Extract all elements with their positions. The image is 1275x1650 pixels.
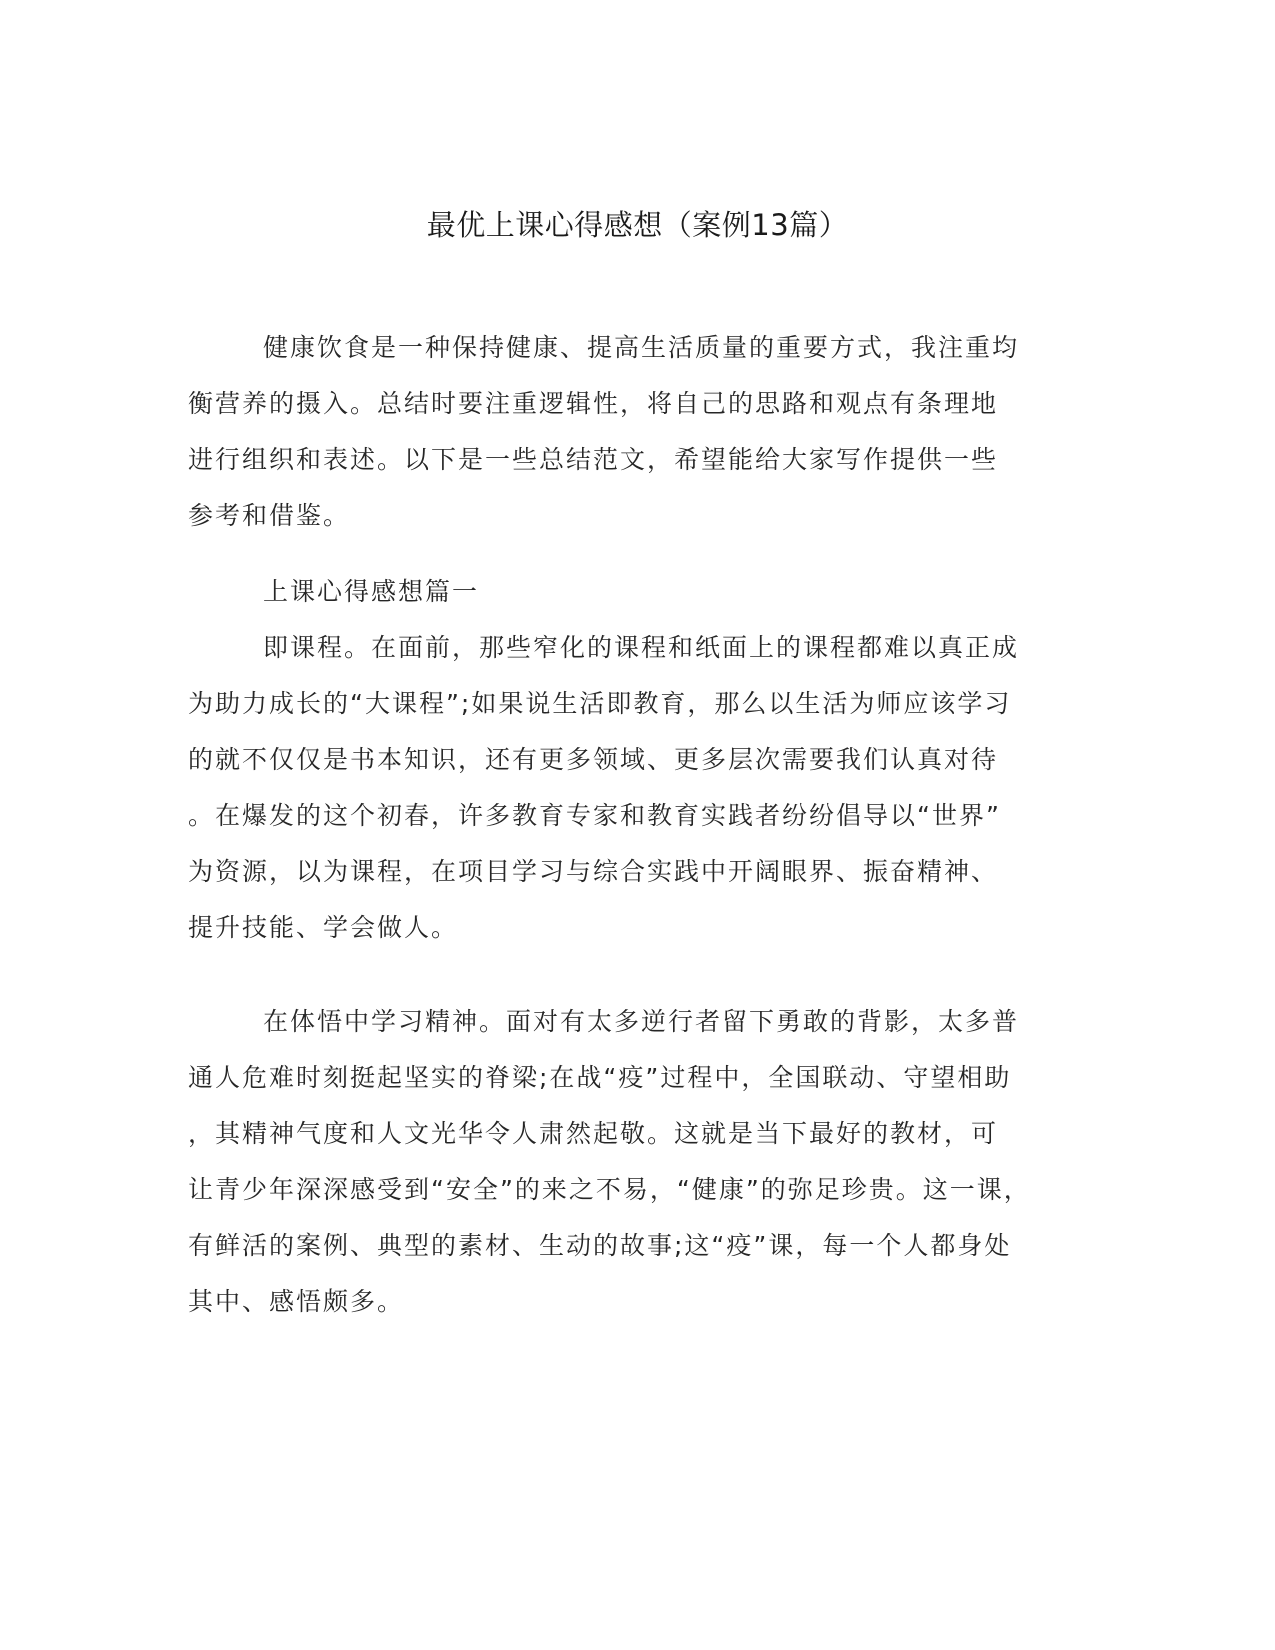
body-paragraph-1 (188, 620, 1068, 956)
paragraph-line: 有鲜活的案例、典型的素材、生动的故事;这“疫”课，每一个人都身处 (188, 1231, 1012, 1260)
intro-paragraph (188, 320, 1068, 544)
paragraph-line: 的就不仅仅是书本知识，还有更多领域、更多层次需要我们认真对待 (188, 745, 999, 774)
section-heading (188, 564, 1068, 620)
intro-line: 健康饮食是一种保持健康、提高生活质量的重要方式，我注重均 (263, 333, 1020, 362)
paragraph-line: 为资源，以为课程，在项目学习与综合实践中开阔眼界、振奋精神、 (188, 857, 999, 886)
paragraph-line: 。在爆发的这个初春，许多教育专家和教育实践者纷纷倡导以“世界” (188, 801, 1001, 830)
paragraph-line: 为助力成长的“大课程”;如果说生活即教育，那么以生活为师应该学习 (188, 689, 1012, 718)
paragraph-line: 即课程。在面前，那些窄化的课程和纸面上的课程都难以真正成 (263, 633, 1020, 662)
intro-line: 参考和借鉴。 (188, 501, 351, 530)
section-heading-text: 上课心得感想篇一 (263, 577, 480, 606)
paragraph-line: 提升技能、学会做人。 (188, 913, 459, 942)
paragraph-line: 让青少年深深感受到“安全”的来之不易，“健康”的弥足珍贵。这一课， (188, 1175, 1031, 1204)
paragraph-line: 在体悟中学习精神。面对有太多逆行者留下勇敢的背影，太多普 (263, 1007, 1020, 1036)
paragraph-line: 通人危难时刻挺起坚实的脊梁;在战“疫”过程中，全国联动、守望相助 (188, 1063, 1012, 1092)
body-paragraph-2 (188, 994, 1068, 1330)
document-title: 最优上课心得感想（案例13篇） (426, 208, 849, 242)
paragraph-line: ，其精神气度和人文光华令人肃然起敬。这就是当下最好的教材，可 (188, 1119, 999, 1148)
intro-line: 进行组织和表述。以下是一些总结范文，希望能给大家写作提供一些 (188, 445, 999, 474)
paragraph-line: 其中、感悟颇多。 (188, 1287, 405, 1316)
intro-line: 衡营养的摄入。总结时要注重逻辑性，将自己的思路和观点有条理地 (188, 389, 999, 418)
